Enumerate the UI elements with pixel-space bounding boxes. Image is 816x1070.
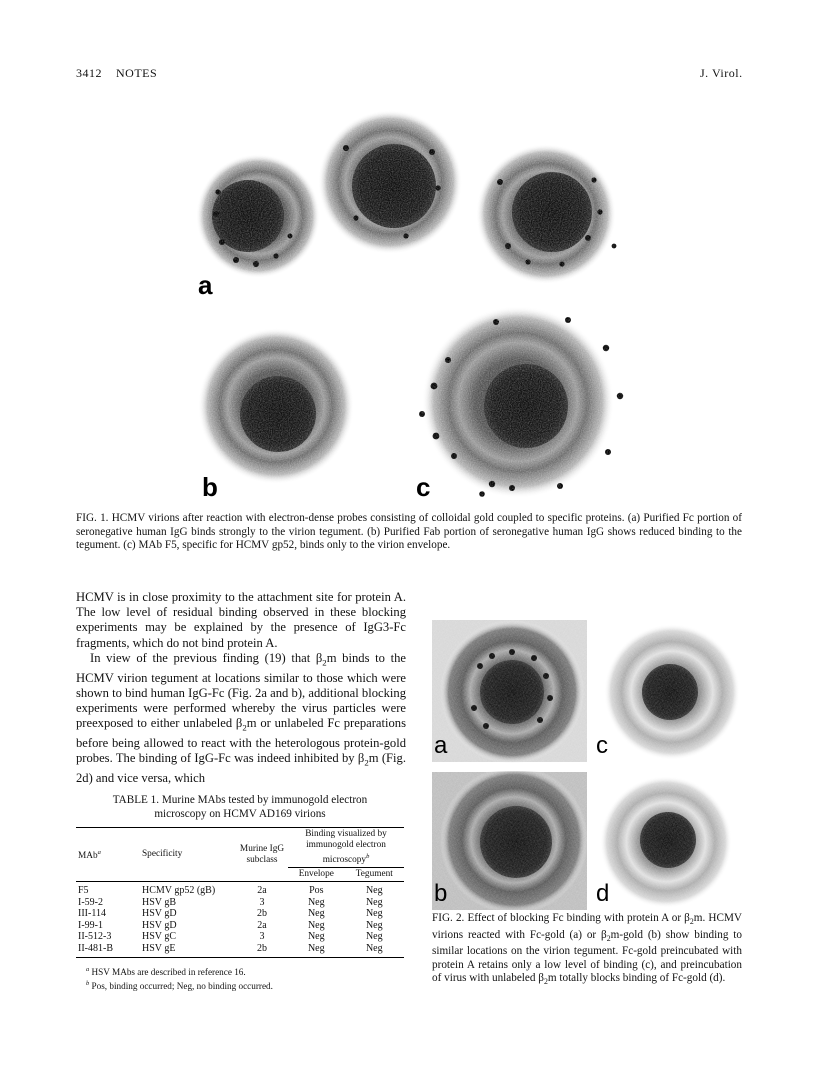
table-row: III-114 HSV gD 2b Neg Neg [78,908,383,920]
table-1-title: TABLE 1. Murine MAbs tested by immunogold electron microscopy on HCMV AD169 virions [112,794,368,820]
table-row: F5 HCMV gp52 (gB) 2a Pos Neg [78,885,383,897]
section-name: NOTES [116,66,158,80]
table-1 [76,794,404,993]
paragraph-1: HCMV is in close proximity to the attachment site for protein A. The low level of residual binding observed in these blocking experiments may be explained by the presence of IgG3-Fc fragments, which do not bind protein A. [76,590,406,650]
figure-1-caption: FIG. 1. HCMV virions after reaction with electron-dense probes consisting of colloidal gold coupled to specific proteins. (a) Purified Fc portion of seronegative human IgG binds strongly to the virion tegument. (b) Purified Fab portion of seronegative human IgG shows reduced binding to the tegument. (c) MAb F5, specific for HCMV gp52, binds only to the virion envelope. [76,512,742,551]
figure-2-image [432,620,742,910]
paragraph-2: In view of the previous finding (19) that $\beta_2m$ binds to the HCMV virion tegument at locations similar to those which were shown to bind human IgG-Fc (Fig. 2a and b), additional blocking experiments were performed whereby the virus particles were preexposed to either unlabeled $\beta_2m$ or unlabeled Fc preparations before being allowed to react with the heterologous protein-gold probes. The binding of IgG-Fc was indeed inhibited by $\beta_2m$ (Fig. 2d) and vice versa, which [76,650,407,785]
journal-name: J. Virol. [700,66,743,80]
table-1-footnote-a: $^a$ HSV MAbs are described in reference 16. [86,965,246,977]
col-header-mab: MAb$^a$ [76,828,140,882]
figure-1-image [196,96,636,500]
table-row: II-512-3 HSV gC 3 Neg Neg [78,931,383,943]
page-header-left [76,66,157,81]
col-header-envelope: Envelope [288,868,345,882]
fig2-panel-label-a: a [434,732,448,759]
body-text [76,590,406,786]
col-header-binding: Binding visualized by immunogold electron microscopy$^b$ [288,828,404,868]
fig2-panel-label-c: c [596,732,608,759]
table-row: I-59-2 HSV gB 3 Neg Neg [78,896,383,908]
table-1-grid [76,827,404,958]
fig1-panel-label-c: c [416,472,431,500]
col-header-subclass: Murine IgG subclass [236,828,288,882]
figure-2-caption: FIG. 2. Effect of blocking Fc binding with protein A or $\beta_2m$. HCMV virions reacted with Fc-gold (a) or $\beta_2m$-gold (b) show binding to similar locations on the virion tegument. Fc-gold preincubated with protein A retains only a low level of binding (c), and preincubation of virus with unlabeled $\beta_2m$ totally blocks binding of Fc-gold (d). [432,912,742,987]
fig2-panel-label-d: d [596,880,610,907]
fig2-panel-label-b: b [434,880,448,907]
table-1-footnote-b: $^b$ Pos, binding occurred; Neg, no binding occurred. [86,980,273,992]
table-row: II-481-B HSV gE 2b Neg Neg [76,943,404,957]
page-number: 3412 [76,66,102,80]
table-row: I-99-1 HSV gD 2a Neg Neg [78,919,383,931]
fig1-panel-label-a: a [198,270,213,300]
fig1-panel-label-b: b [202,472,218,500]
col-header-tegument: Tegument [345,868,404,882]
col-header-specificity: Specificity [140,828,236,882]
